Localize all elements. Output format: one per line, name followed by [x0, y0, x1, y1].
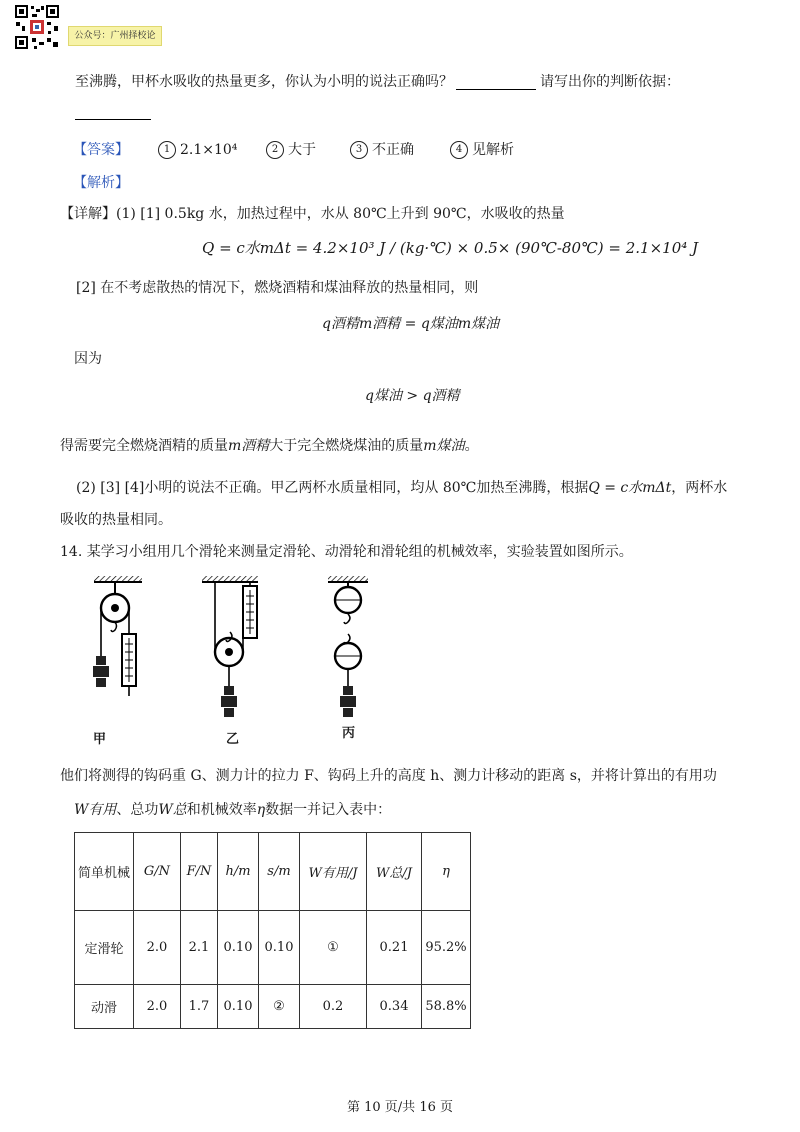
table-header-cell: F/N — [181, 833, 218, 911]
q14-desc-1: 他们将测得的钩码重 G、测力计的拉力 F、钩码上升的高度 h、测力计移动的距离 s，并将计算出的有用功 — [60, 768, 717, 784]
table-cell: 0.21 — [367, 911, 422, 985]
table-cell: 95.2% — [422, 911, 471, 985]
table-cell: 0.2 — [300, 985, 367, 1029]
question-text: 至沸腾，甲杯水吸收的热量更多，你认为小明的说法正确吗？ — [75, 74, 453, 90]
table-cell: 定滑轮 — [75, 911, 134, 985]
analysis-label: 【解析】 — [73, 175, 129, 191]
answer-blank-2 — [75, 118, 151, 120]
because-text: 因为 — [74, 351, 102, 367]
analysis-result: 得需要完全燃烧酒精的质量m酒精大于完全燃烧煤油的质量m煤油。 — [60, 438, 479, 454]
wechat-tag: 公众号：广州择校论 — [68, 26, 162, 46]
answer-item-1: 1 2.1×10⁴ — [158, 140, 237, 160]
table-cell: 2.0 — [134, 911, 181, 985]
table-row — [75, 985, 471, 1029]
table-cell: 动滑 — [75, 985, 134, 1029]
table-header-cell: s/m — [259, 833, 300, 911]
fig-label-jia: 甲 — [93, 732, 107, 747]
table-header-row — [75, 833, 471, 911]
table-cell: 0.10 — [218, 985, 259, 1029]
pulley-figure — [80, 572, 400, 748]
answer-blank — [456, 88, 536, 90]
table-header-cell: W有用/J — [300, 833, 367, 911]
data-table — [74, 832, 471, 1029]
analysis-detail-2: [2] 在不考虑散热的情况下，燃烧酒精和煤油释放的热量相同，则 — [76, 280, 479, 296]
answer-label: 【答案】 — [73, 142, 129, 158]
q14-desc-2: W有用、总功W总和机械效率η数据一并记入表中： — [74, 802, 392, 818]
table-cell: 2.0 — [134, 985, 181, 1029]
table-cell: 0.34 — [367, 985, 422, 1029]
formula-compare: q煤油 > q酒精 — [365, 388, 460, 404]
table-cell: ① — [300, 911, 367, 985]
table-cell: 1.7 — [181, 985, 218, 1029]
table-cell: 58.8% — [422, 985, 471, 1029]
answer-item-2: 2 大于 — [266, 140, 316, 160]
table-cell: 0.10 — [218, 911, 259, 985]
table-header-cell: G/N — [134, 833, 181, 911]
pulley-set-bing — [328, 576, 368, 717]
table-row — [75, 911, 471, 985]
answer-item-4: 4 见解析 — [450, 140, 514, 160]
table-header-cell: 简单机械 — [75, 833, 134, 911]
fixed-pulley-jia — [93, 576, 142, 696]
formula-equal-heat: q酒精m酒精 = q煤油m煤油 — [322, 316, 500, 332]
page-number: 第 10 页/共 16 页 — [347, 1100, 453, 1115]
analysis-detail-3c: 吸收的热量相同。 — [60, 512, 172, 528]
table-header-cell: W总/J — [367, 833, 422, 911]
analysis-detail-1: 【详解】(1) [1] 0.5kg 水，加热过程中，水从 80℃上升到 90℃，水吸收的热量 — [60, 206, 565, 222]
fig-label-yi: 乙 — [226, 732, 240, 747]
answer-item-3: 3 不正确 — [350, 140, 414, 160]
table-cell: 0.10 — [259, 911, 300, 985]
table-cell: 2.1 — [181, 911, 218, 985]
movable-pulley-yi — [202, 576, 258, 717]
fig-label-bing: 丙 — [342, 726, 356, 741]
table-cell: ② — [259, 985, 300, 1029]
qr-code — [14, 4, 60, 50]
table-header-cell: h/m — [218, 833, 259, 911]
formula-heat: Q = c水mΔt = 4.2×10³ J / (kg·℃) × 0.5× (90℃-80℃) = 2.1×10⁴ J — [202, 239, 699, 257]
question-text-2: 请写出你的判断依据： — [540, 74, 680, 90]
table-header-cell: η — [422, 833, 471, 911]
analysis-detail-3: (2) [3] [4]小明的说法不正确。甲乙两杯水质量相同，均从 80℃加热至沸腾，根据Q = c水mΔt，两杯水 — [76, 480, 728, 496]
q14-stem: 14. 某学习小组用几个滑轮来测量定滑轮、动滑轮和滑轮组的机械效率，实验装置如图所示。 — [60, 544, 633, 560]
